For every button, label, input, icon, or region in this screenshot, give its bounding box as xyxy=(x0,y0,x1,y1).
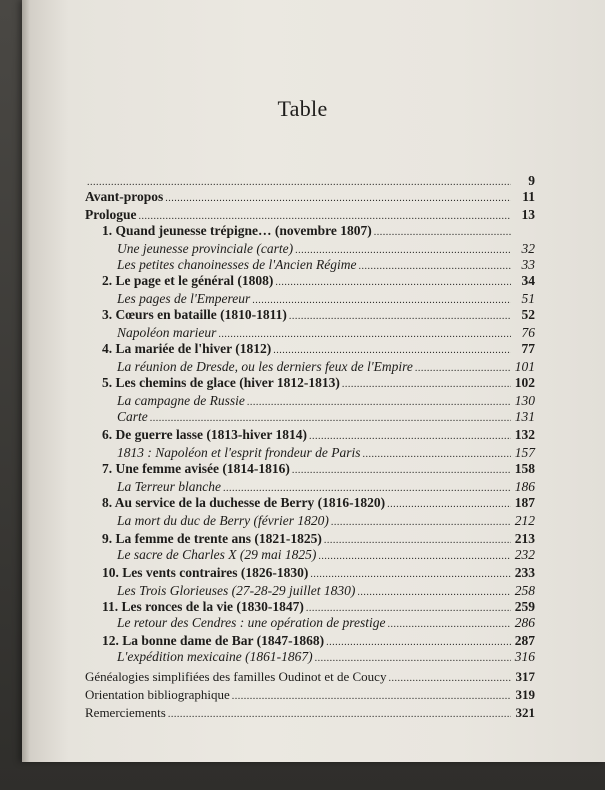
toc-entry xyxy=(85,460,535,478)
toc-page-number: 316 xyxy=(514,649,535,664)
toc-entry xyxy=(85,408,535,426)
toc-entry-label: Les petites chanoinesses de l'Ancien Régime xyxy=(117,257,357,272)
toc-page-number: 321 xyxy=(515,705,535,720)
toc-page-number: 158 xyxy=(514,461,535,476)
toc-entry-label: 11. Les ronces de la vie (1830-1847) xyxy=(102,599,304,614)
toc-entry xyxy=(85,648,535,666)
toc-page-number: 157 xyxy=(514,445,535,460)
toc-entry-label: La mort du duc de Berry (février 1820) xyxy=(117,513,329,528)
toc-entry-label: 10. Les vents contraires (1826-1830) xyxy=(102,565,309,580)
toc-entry xyxy=(85,704,535,722)
toc-page-number: 317 xyxy=(515,669,535,684)
toc-entry-label: 7. Une femme avisée (1814-1816) xyxy=(102,461,290,476)
toc-entry xyxy=(85,546,535,564)
page-title: Table xyxy=(277,96,328,121)
toc-entry-label: 12. La bonne dame de Bar (1847-1868) xyxy=(102,633,325,648)
toc-page-number: 130 xyxy=(514,393,535,408)
toc-entry-label: Carte xyxy=(117,409,148,424)
toc-page-number: 233 xyxy=(514,565,535,580)
toc-page-number: 33 xyxy=(521,257,535,272)
toc-entry-label: Une jeunesse provinciale (carte) xyxy=(117,241,294,256)
toc-entry-label: L'expédition mexicaine (1861-1867) xyxy=(117,649,313,664)
toc-page-number: 319 xyxy=(515,687,535,702)
toc-entry-label: 5. Les chemins de glace (hiver 1812-1813) xyxy=(102,375,340,390)
toc-entry-label: Prologue xyxy=(85,207,137,222)
toc-page-number: 212 xyxy=(514,513,535,528)
toc-entry xyxy=(85,614,535,632)
toc-entry xyxy=(85,222,535,240)
toc-page-number: 186 xyxy=(514,479,535,494)
toc-page-number: 51 xyxy=(521,291,535,306)
toc-page-number: 102 xyxy=(514,375,535,390)
toc-entry xyxy=(85,686,535,704)
toc-page-number: 258 xyxy=(514,583,535,598)
toc-entry-label: Avant-propos xyxy=(85,189,164,204)
toc-page-number: 287 xyxy=(514,633,535,648)
toc-entry-label: Orientation bibliographique xyxy=(85,687,230,702)
toc-page-number: 13 xyxy=(521,207,535,222)
toc-entry-label: 3. Cœurs en bataille (1810-1811) xyxy=(102,307,287,322)
toc-page-number: 32 xyxy=(521,241,535,256)
toc-page-number: 34 xyxy=(521,273,535,288)
toc-entry xyxy=(85,188,535,206)
toc-entry-label: La campagne de Russie xyxy=(117,393,245,408)
toc-entry-label: 1813 : Napoléon et l'esprit frondeur de Paris xyxy=(117,445,361,460)
toc-page-number: 187 xyxy=(514,495,535,510)
toc-entry-label: Généalogies simplifiées des familles Oudinot et de Coucy xyxy=(85,669,387,684)
toc-entry-label: Le sacre de Charles X (29 mai 1825) xyxy=(117,547,317,562)
toc-page-number: 76 xyxy=(521,325,535,340)
toc-entry-label: 9. La femme de trente ans (1821-1825) xyxy=(102,531,322,546)
toc-entry xyxy=(85,374,535,392)
toc-entry xyxy=(85,306,535,324)
toc-entry xyxy=(85,564,535,582)
toc-page-number: 131 xyxy=(514,409,535,424)
toc-entry xyxy=(85,512,535,530)
toc-page-number: 77 xyxy=(521,341,535,356)
toc-entry-label: La réunion de Dresde, ou les derniers feux de l'Empire xyxy=(117,359,413,374)
toc-page-number: 11 xyxy=(522,189,535,204)
toc-page-number: 9 xyxy=(528,173,535,188)
toc-entry-label: Les pages de l'Empereur xyxy=(117,291,251,306)
toc-entry-label: 1. Quand jeunesse trépigne… (novembre 1807) xyxy=(102,223,372,238)
toc-entry xyxy=(85,668,535,686)
toc-entry-label: 2. Le page et le général (1808) xyxy=(102,273,274,288)
toc-page-number: 213 xyxy=(514,531,535,546)
dot-leader xyxy=(168,706,511,724)
toc-entry-label: Remerciements xyxy=(85,705,166,720)
toc-entry xyxy=(85,272,535,290)
toc-entry-label: Le retour des Cendres : une opération de prestige xyxy=(117,615,386,630)
toc-page-number: 286 xyxy=(514,615,535,630)
toc-entry xyxy=(85,340,535,358)
toc-page-number: 232 xyxy=(514,547,535,562)
toc-page-number: 132 xyxy=(514,427,535,442)
toc-page-number: 259 xyxy=(514,599,535,614)
toc-entry xyxy=(85,494,535,512)
toc-entry-label: 6. De guerre lasse (1813-hiver 1814) xyxy=(102,427,307,442)
toc-entry xyxy=(85,426,535,444)
toc-entry-label: 4. La mariée de l'hiver (1812) xyxy=(102,341,272,356)
toc-entry-label: Les Trois Glorieuses (27-28-29 juillet 1830) xyxy=(117,583,356,598)
toc-page-number: 101 xyxy=(514,359,535,374)
toc-entry-label: La Terreur blanche xyxy=(117,479,222,494)
toc-entry-label: Napoléon marieur xyxy=(117,325,217,340)
toc-entry-label: 8. Au service de la duchesse de Berry (1816-1820) xyxy=(102,495,386,510)
toc-page-number: 52 xyxy=(521,307,535,322)
dot-leader xyxy=(315,650,511,668)
